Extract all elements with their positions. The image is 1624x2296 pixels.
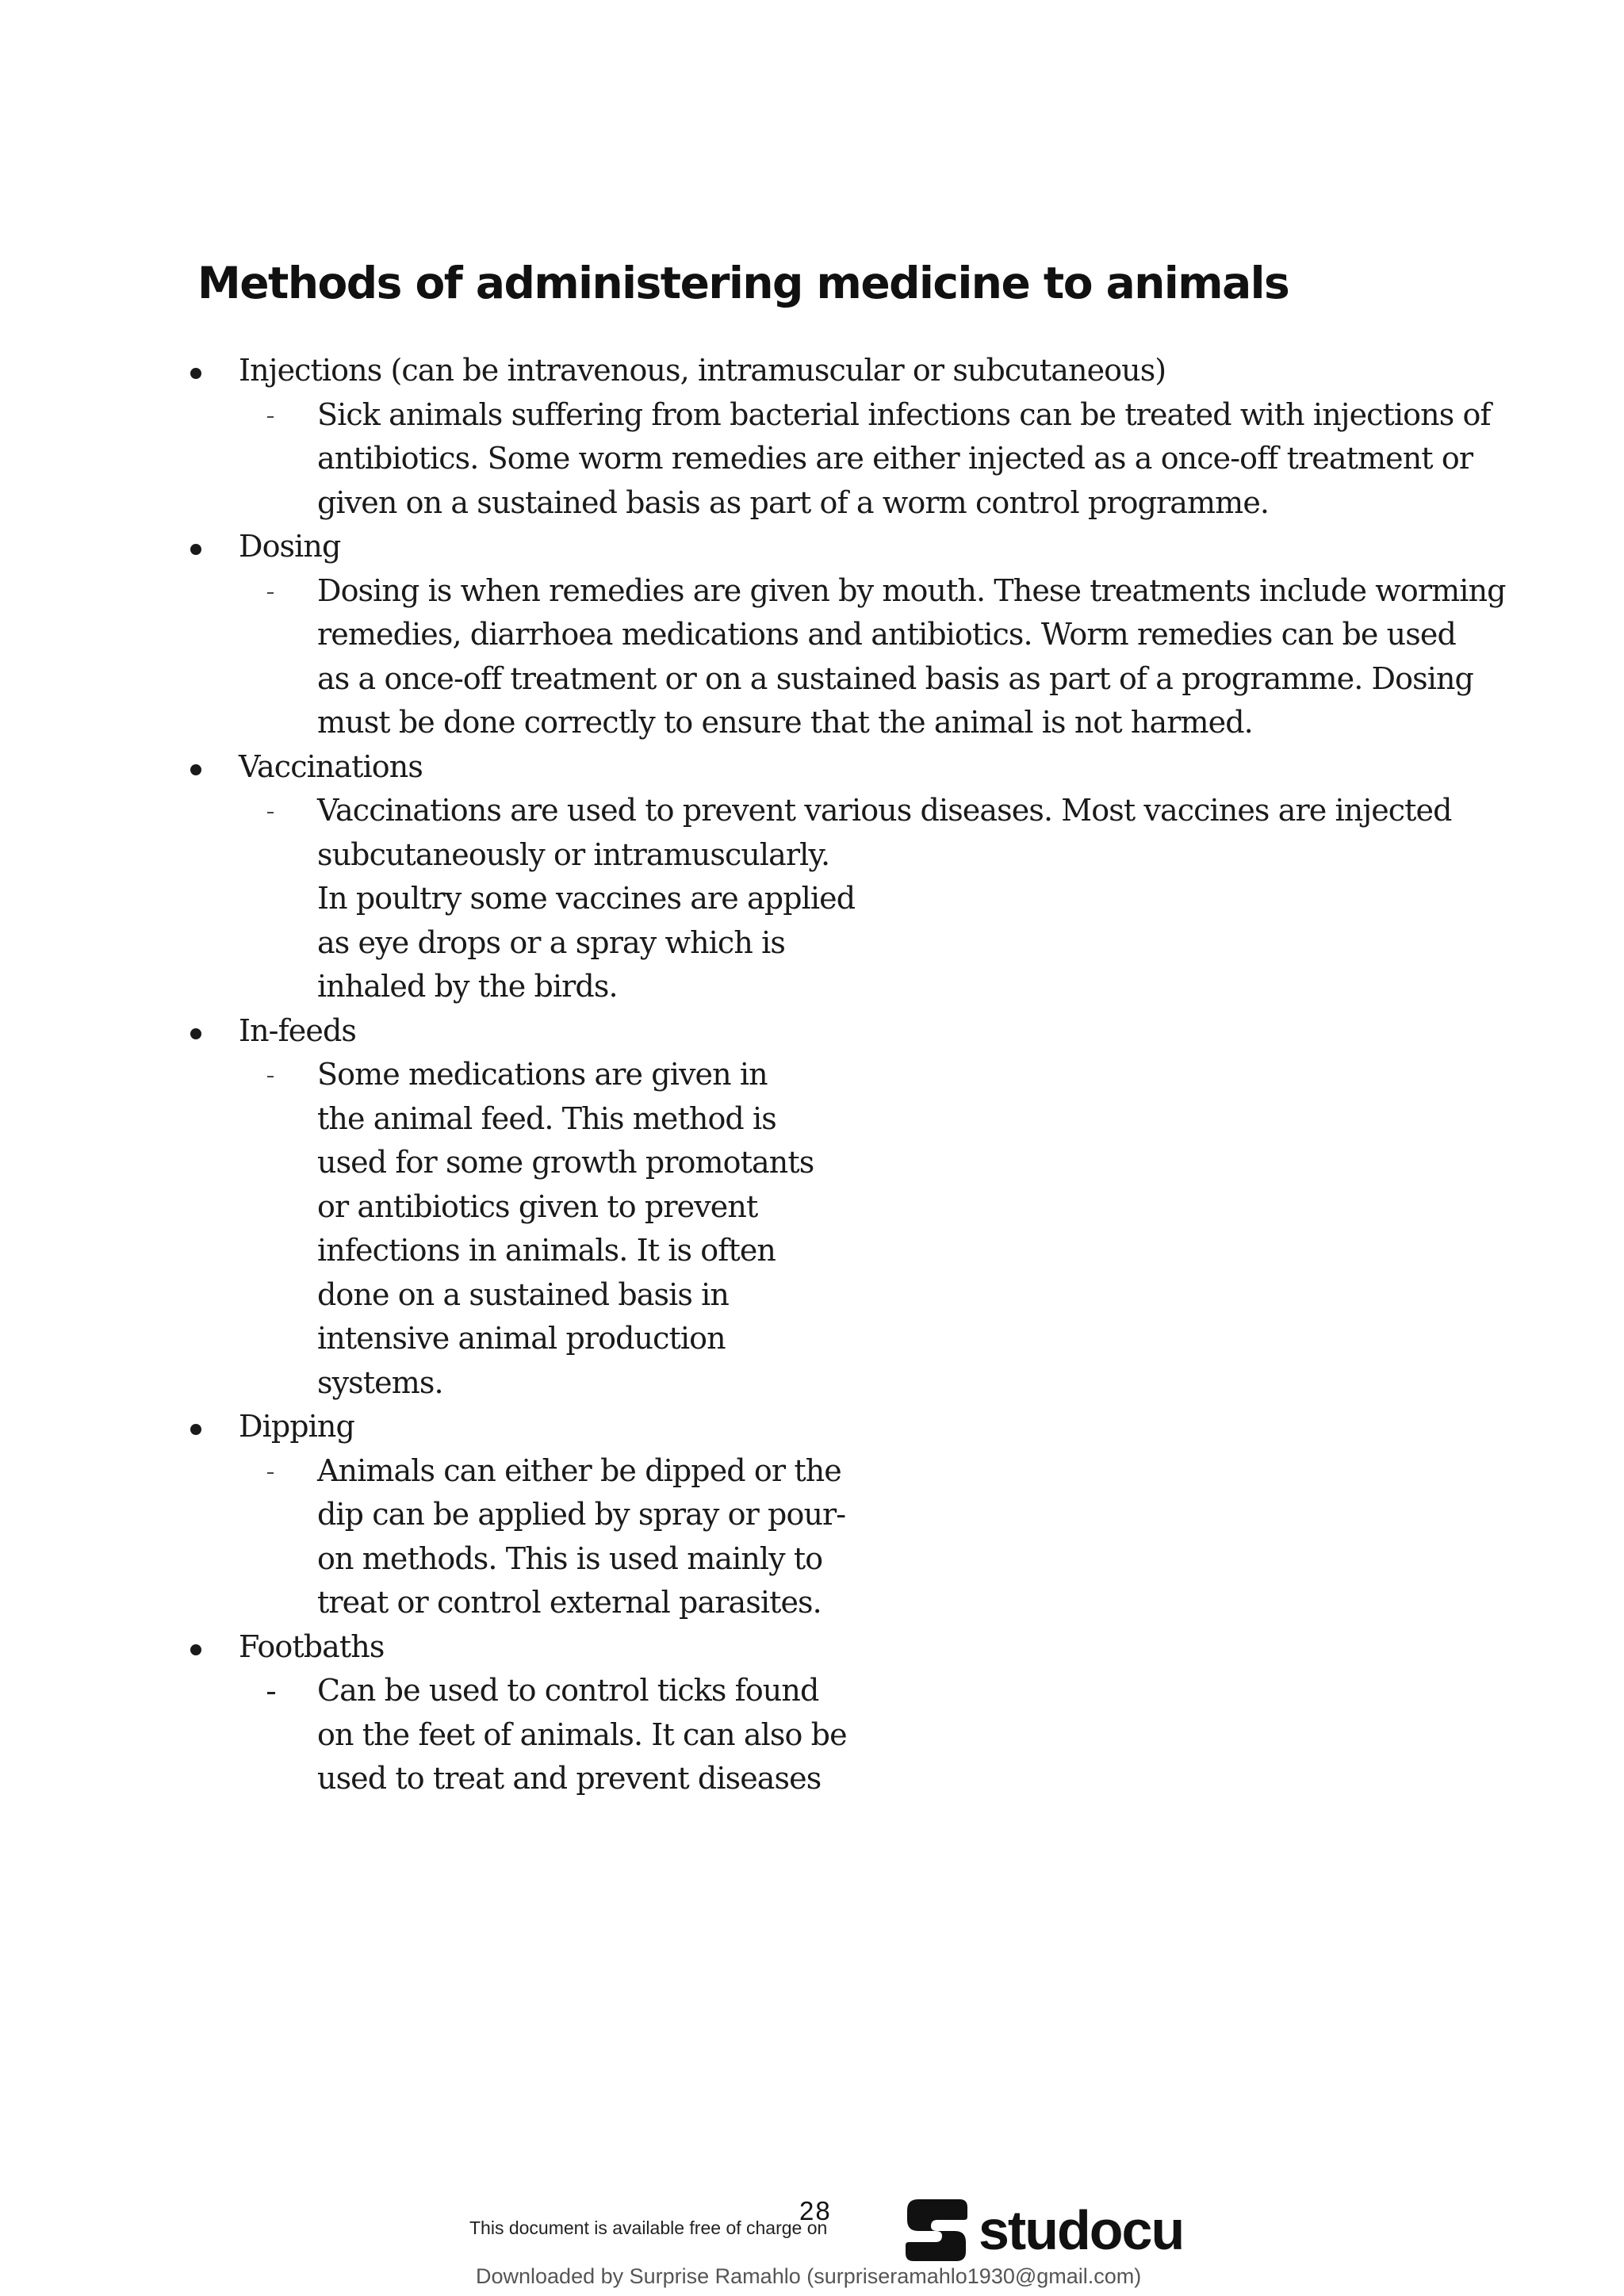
description-line: must be done correctly to ensure that the animal is not harmed. [317, 705, 1253, 740]
page-number: 28 [799, 2196, 832, 2225]
dash-icon [267, 1076, 274, 1077]
item-description [0, 569, 1624, 745]
description-line: Animals can either be dipped or the [317, 1452, 841, 1488]
description-line: or antibiotics given to prevent [317, 1188, 758, 1224]
description-line: Some medications are given in [317, 1057, 768, 1092]
description-line: remedies, diarrhoea medications and antibiotics. Worm remedies can be used [317, 617, 1456, 652]
availability-notice: This document is available free of charge on [469, 2218, 828, 2238]
bullet-icon [190, 368, 201, 379]
description-line: subcutaneously or intramuscularly. [317, 836, 830, 872]
dash-icon [267, 592, 274, 594]
item-description [0, 1053, 1624, 1405]
item-heading: In-feeds [239, 1012, 356, 1048]
description-line: antibiotics. Some worm remedies are either injected as a once-off treatment or [317, 441, 1473, 476]
list-item-vaccinations [0, 745, 1624, 1009]
studocu-logo[interactable] [902, 2196, 1183, 2264]
description-line: intensive animal production [317, 1321, 726, 1356]
description-line: on methods. This is used mainly to [317, 1540, 823, 1576]
item-description [0, 1669, 1624, 1801]
description-line: used to treat and prevent diseases [317, 1761, 822, 1796]
bullet-icon [190, 544, 201, 555]
bullet-icon [190, 1424, 201, 1435]
item-heading: Dipping [239, 1409, 354, 1444]
description-line: treat or control external parasites. [317, 1585, 822, 1620]
brand-name: studocu [979, 2199, 1184, 2261]
list-item-injections [0, 349, 1624, 525]
description-line: In poultry some vaccines are applied [317, 881, 856, 916]
description-line: Vaccinations are used to prevent various diseases. Most vaccines are injected [317, 793, 1452, 828]
bullet-icon [190, 1028, 201, 1039]
description-line: systems. [317, 1364, 443, 1400]
item-heading: Footbaths [239, 1628, 385, 1664]
item-description [0, 789, 1624, 1009]
bullet-icon [190, 764, 201, 775]
page-title: Methods of administering medicine to animals [197, 258, 1289, 308]
dash-icon [267, 1692, 275, 1694]
item-description [0, 393, 1624, 526]
description-line: inhaled by the birds. [317, 969, 618, 1004]
description-line: on the feet of animals. It can also be [317, 1716, 847, 1752]
dash-icon [267, 416, 274, 418]
description-line: used for some growth promotants [317, 1145, 814, 1180]
description-line: Sick animals suffering from bacterial infections can be treated with injections of [317, 396, 1491, 432]
item-heading: Vaccinations [239, 748, 423, 784]
list-item-dosing [0, 525, 1624, 745]
bullet-icon [190, 1644, 201, 1655]
download-attribution: Downloaded by Surprise Ramahlo (surpriseramahlo1930@gmail.com) [476, 2264, 1142, 2288]
description-line: as eye drops or a spray which is [317, 924, 785, 960]
methods-list [0, 349, 1624, 1801]
dash-icon [267, 812, 274, 813]
description-line: given on a sustained basis as part of a worm control programme. [317, 484, 1270, 520]
list-item-dipping [0, 1405, 1624, 1625]
description-line: Dosing is when remedies are given by mouth. These treatments include worming [317, 572, 1506, 608]
description-line: as a once-off treatment or on a sustained basis as part of a programme. Dosing [317, 660, 1473, 696]
description-line: done on a sustained basis in [317, 1276, 729, 1312]
studocu-logo-icon [902, 2196, 971, 2264]
description-line: Can be used to control ticks found [317, 1673, 819, 1708]
item-description [0, 1449, 1624, 1625]
description-line: the animal feed. This method is [317, 1100, 776, 1136]
description-line: dip can be applied by spray or pour- [317, 1497, 846, 1532]
description-line: infections in animals. It is often [317, 1233, 776, 1268]
item-heading: Dosing [239, 529, 341, 564]
list-item-footbaths [0, 1625, 1624, 1801]
dash-icon [267, 1472, 274, 1474]
list-item-in-feeds [0, 1009, 1624, 1406]
item-heading: Injections (can be intravenous, intramuscular or subcutaneous) [239, 353, 1166, 388]
